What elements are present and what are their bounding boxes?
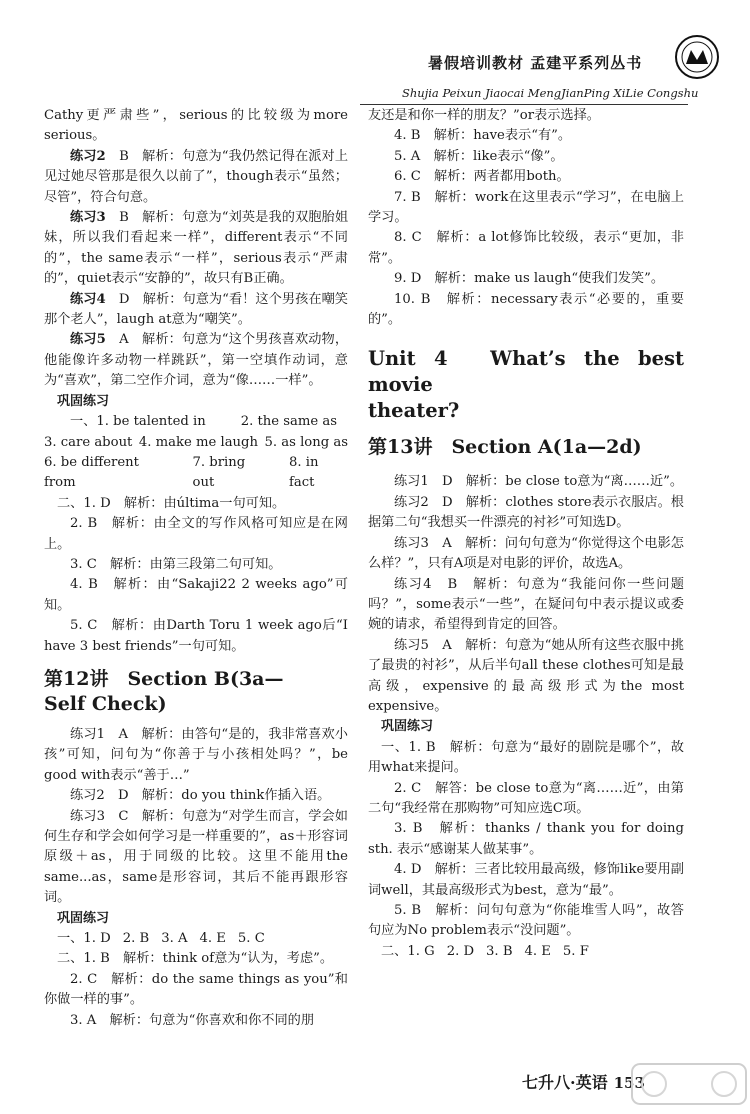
lesson-title-line: 第12讲 Section B(3a—: [44, 667, 284, 690]
unit-title-line: Unit 4 What’s the best movie: [368, 347, 684, 397]
exercise-label: 练习3: [70, 210, 106, 226]
unit-title-line: theater?: [368, 399, 460, 423]
lesson-heading: [44, 667, 348, 717]
exercise-2: 练习2 D 解析：do you think作插入语。: [70, 788, 331, 804]
answer-text: 友还是和你一样的朋友？”or表示选择。: [368, 108, 600, 123]
choice-answer: 5. F: [562, 943, 589, 959]
reading-answer: 2. C 解答：be close to意为“离……近”，由第二句“我经常在那购物”可知应选C项。: [368, 780, 684, 816]
choice-answer: 3. A: [161, 931, 188, 947]
page-number: 153: [613, 1074, 645, 1092]
exercise-2: [44, 147, 348, 208]
grade-label: 七升八·英语: [522, 1073, 608, 1092]
exercise-1: 练习1 D 解析：be close to意为“离……近”。: [394, 474, 684, 490]
exercise-label: 练习2: [70, 148, 106, 164]
series-pinyin: Shujia Peixun Jiaocai MengJianPing XiLie Congshu: [402, 86, 699, 100]
choice-answer: 二、1. G: [381, 943, 435, 959]
page-header: [0, 0, 750, 106]
fill-answer: 4. make me laugh: [138, 434, 258, 450]
fill-answer: 一、1. be talented in: [70, 414, 206, 430]
fill-answer: 2. the same as: [240, 414, 338, 430]
exercise-1: 练习1 A 解析：由答句“是的，我非常喜欢小孩”可知，问句为“你善于与小孩相处吗？”，be good with表示“善于…”: [44, 726, 348, 783]
exercise-5: 练习5 A 解析：句意为“她从所有这些衣服中挑了最贵的衬衫”，从后半句all these clothes可知是最高级，expensive的最高级形式为the most expensive。: [368, 637, 684, 714]
lesson-heading: 第13讲 Section A(1a—2d): [368, 436, 642, 459]
lesson-title-line: Self Check): [44, 692, 167, 715]
exercise-5: [44, 330, 348, 391]
reading-answer: 2. C 解析：do the same things as you”和你做一样的事”。: [44, 971, 348, 1008]
fill-row: [44, 412, 348, 432]
right-column: [368, 106, 684, 962]
choice-answers: [368, 942, 684, 962]
reading-answer: 二、1. D 解析：由última一句可知。: [57, 495, 286, 511]
section-heading: 巩固练习: [57, 393, 110, 409]
section-heading: 巩固练习: [57, 910, 110, 926]
reading-answer: 3. C 解析：由第三段第二句可知。: [70, 556, 282, 572]
fill-row: [44, 433, 348, 453]
choice-answer: 2. B: [122, 931, 150, 947]
reading-answer: 4. B 解析：have表示“有”。: [394, 128, 572, 144]
exercise-body: A 解析：句意为“这个男孩喜欢动物，他能像许多动物一样跳跃”，第一空填作动词，意为“喜欢”，第二空作介词，意为“像……一样”。: [44, 332, 349, 389]
reading-answer: 4. D 解析：三者比较用最高级，修饰like要用副词well，其最高级形式为best，意为“最”。: [368, 862, 684, 898]
choice-answer: 3. B: [486, 943, 513, 959]
choice-answer: 4. E: [199, 931, 226, 947]
reading-answer: 一、1. B 解析：句意为“最好的剧院是哪个”，故用what来提问。: [368, 739, 684, 776]
exercise-label: 练习5: [70, 332, 106, 348]
choice-answers: [44, 929, 348, 949]
answer-text: Cathy更严肃些”，serious的比较级为more serious。: [44, 108, 348, 144]
fill-answer: 5. as long as: [264, 434, 348, 450]
reading-answer: 5. C 解析：由Darth Toru 1 week ago后“I have 3 best friends”一句可知。: [44, 618, 348, 654]
reading-answer: 二、1. B 解析：think of意为“认为，考虑”。: [57, 951, 334, 967]
exercise-body: D 解析：句意为“看！这个男孩在嘲笑那个老人”，laugh at意为“嘲笑”。: [44, 291, 348, 328]
choice-answer: 5. C: [237, 931, 265, 947]
header-rule: [360, 104, 688, 105]
exercise-label: 练习4: [70, 291, 106, 307]
left-column: [44, 106, 348, 1031]
exercise-4: 练习4 B 解析：句意为“我能问你一些问题吗？”，some表示“一些”，在疑问句中表示提议或委婉的请求，希望得到肯定的回答。: [368, 576, 684, 633]
reading-answer: 5. A 解析：like表示“像”。: [394, 148, 564, 164]
exercise-body: B 解析：句意为“我仍然记得在派对上见过她尽管那是很久以前了”，though表示“虽然；尽管”，符合句意。: [44, 148, 349, 205]
choice-answer: 2. D: [446, 943, 475, 959]
reading-answer: 8. C 解析：a lot修饰比较级，表示“更加，非常”。: [368, 230, 684, 266]
fill-answer: 7. bring out: [192, 454, 246, 491]
watermark-icon: [630, 1058, 748, 1110]
reading-answer: 6. C 解析：两者都用both。: [394, 169, 570, 185]
fill-answer: 6. be different from: [44, 454, 139, 491]
exercise-3: [44, 208, 348, 290]
fill-row: [44, 453, 348, 494]
choice-answer: 一、1. D: [57, 931, 111, 947]
exercise-3: 练习3 A 解析：问句句意为“你觉得这个电影怎么样？”，只有A项是对电影的评价，故选A。: [368, 535, 684, 572]
reading-answer: 10. B 解析：necessary表示“必要的，重要的”。: [368, 291, 684, 328]
unit-heading: [368, 346, 684, 424]
reading-answer: 9. D 解析：make us laugh“使我们发笑”。: [394, 271, 665, 287]
series-title: 暑假培训教材 孟建平系列丛书: [428, 54, 643, 72]
exercise-2: 练习2 D 解析：clothes store表示衣服店。根据第二句“我想买一件漂亮的衬衫”可知选D。: [368, 494, 684, 531]
reading-answer: 5. B 解析：问句句意为“你能堆雪人吗”，故答句应为No problem表示“没问题”。: [368, 903, 684, 939]
reading-answer: 7. B 解析：work在这里表示“学习”，在电脑上学习。: [368, 189, 684, 226]
fill-answer: 8. in fact: [289, 454, 319, 491]
reading-answer: 3. B 解析：thanks / thank you for doing sth. 表示“感谢某人做某事”。: [368, 821, 684, 857]
exercise-body: B 解析：句意为“刘英是我的双胞胎姐妹，所以我们看起来一样”，different表示“不同的”，the same表示“一样”，serious表示“严肃的”，quiet表示“安静的”，故只有B正确。: [44, 210, 349, 287]
reading-answer: 2. B 解析：由全文的写作风格可知应是在网上。: [44, 516, 348, 552]
reading-answer: 4. B 解析：由“Sakaji22 2 weeks ago”可知。: [44, 577, 348, 613]
fill-answer: 3. care about: [44, 434, 133, 450]
page-footer: [522, 1070, 645, 1093]
choice-answer: 4. E: [524, 943, 551, 959]
section-heading: 巩固练习: [381, 719, 434, 735]
reading-answer: 3. A 解析：句意为“你喜欢和你不同的朋: [70, 1012, 315, 1028]
exercise-3: 练习3 C 解析：句意为“对学生而言，学会如何生存和学会如何学习是一样重要的”，as＋形容词原级＋as，用于同级的比较。这里不能用the same...as，same是形容词，其后不能再跟形容词。: [44, 808, 348, 906]
exercise-4: [44, 290, 348, 331]
publisher-seal-icon: [674, 34, 720, 80]
